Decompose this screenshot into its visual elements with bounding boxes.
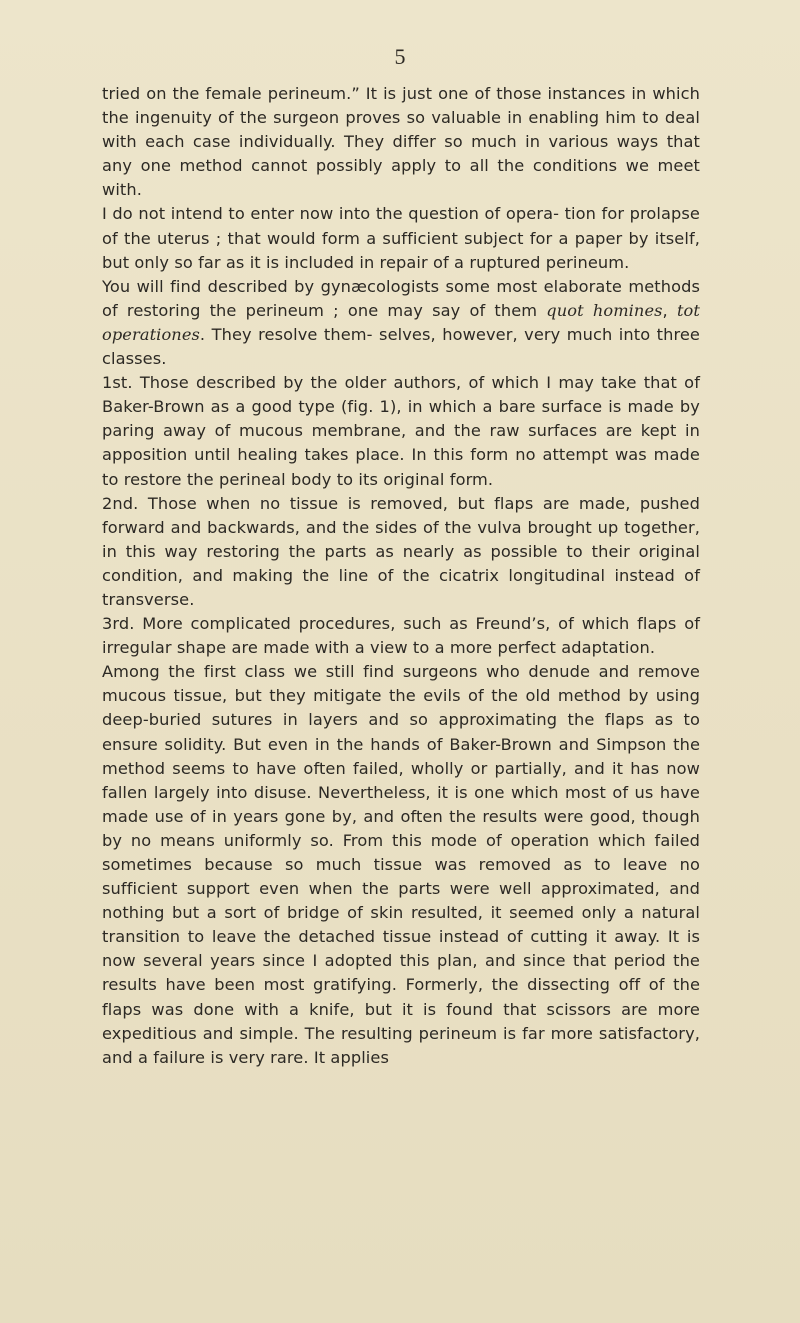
text-run: tried on the female perineum.” It is just one of those instances in which the ingenuity of the surgeon proves so valuable in enabling him to deal with each case individually. They differ so much in various ways that any one method cannot possibly apply to all the conditions we meet with.: [102, 84, 700, 200]
paragraph-p1: [102, 82, 700, 202]
paragraph-p6: [102, 612, 700, 660]
text-run: You will find described by gynæcologists some most elaborate methods of restoring the perineum ; one may say of them: [102, 276, 700, 320]
paragraph-p2: [102, 202, 700, 274]
text-run: 2nd. Those when no tissue is removed, but flaps are made, pushed forward and backwards, and the sides of the vulva brought up together, in this way restoring the parts as nearly as possible to their original condition, and making the line of the cicatrix longitudinal instead of transverse.: [102, 493, 700, 609]
text-run: Among the first class we still find surgeons who denude and remove mucous tissue, but they mitigate the evils of the old method by using deep-buried sutures in layers and so approximating the flaps as to ensure solidity. But even in the hands of Baker-Brown and Simpson the method seems to have often failed, wholly or partially, and it has now fallen largely into disuse. Nevertheless, it is one which most of us have made use of in years gone by, and often the results were good, though by no means uniformly so. From this mode of operation which failed sometimes because so much tissue was removed as to leave no sufficient support even when the parts were well approximated, and nothing but a sort of bridge of skin resulted, it seemed only a natural transition to leave the detached tissue instead of cutting it away. It is now several years since I adopted this plan, and since that period the results have been most gratifying. Formerly, the dissecting off of the flaps was done with a knife, but it is found that scissors are more expeditious and simple. The resulting perineum is far more satisfactory, and a failure is very rare. It applies: [102, 662, 700, 1067]
italic-phrase: quot homines: [546, 300, 663, 320]
text-run: 3rd. More complicated procedures, such as Freund’s, of which flaps of irregular shape are made with a view to a more perfect adaptation.: [102, 614, 700, 658]
italic-phrase: tot operationes: [102, 300, 700, 344]
paragraph-p5: [102, 492, 700, 612]
paragraph-p4: [102, 371, 700, 491]
text-run: I do not intend to enter now into the question of opera- tion for prolapse of the uterus ; that would form a sufficient subject for a paper by itself, but only so far as it is included in repair of a ruptured perineum.: [102, 204, 700, 272]
paragraph-p7: [102, 660, 700, 1070]
page-number: 5: [394, 44, 406, 69]
text-run: . They resolve them- selves, however, very much into three classes.: [102, 324, 700, 369]
text-run: ,: [662, 300, 677, 320]
body-text: [102, 82, 700, 1070]
paragraph-p3: [102, 275, 700, 371]
text-run: 1st. Those described by the older authors, of which I may take that of Baker-Brown as a good type (fig. 1), in which a bare surface is made by paring away of mucous membrane, and the raw surfaces are kept in apposition until healing takes place. In this form no attempt was made to restore the perineal body to its original form.: [102, 373, 700, 489]
